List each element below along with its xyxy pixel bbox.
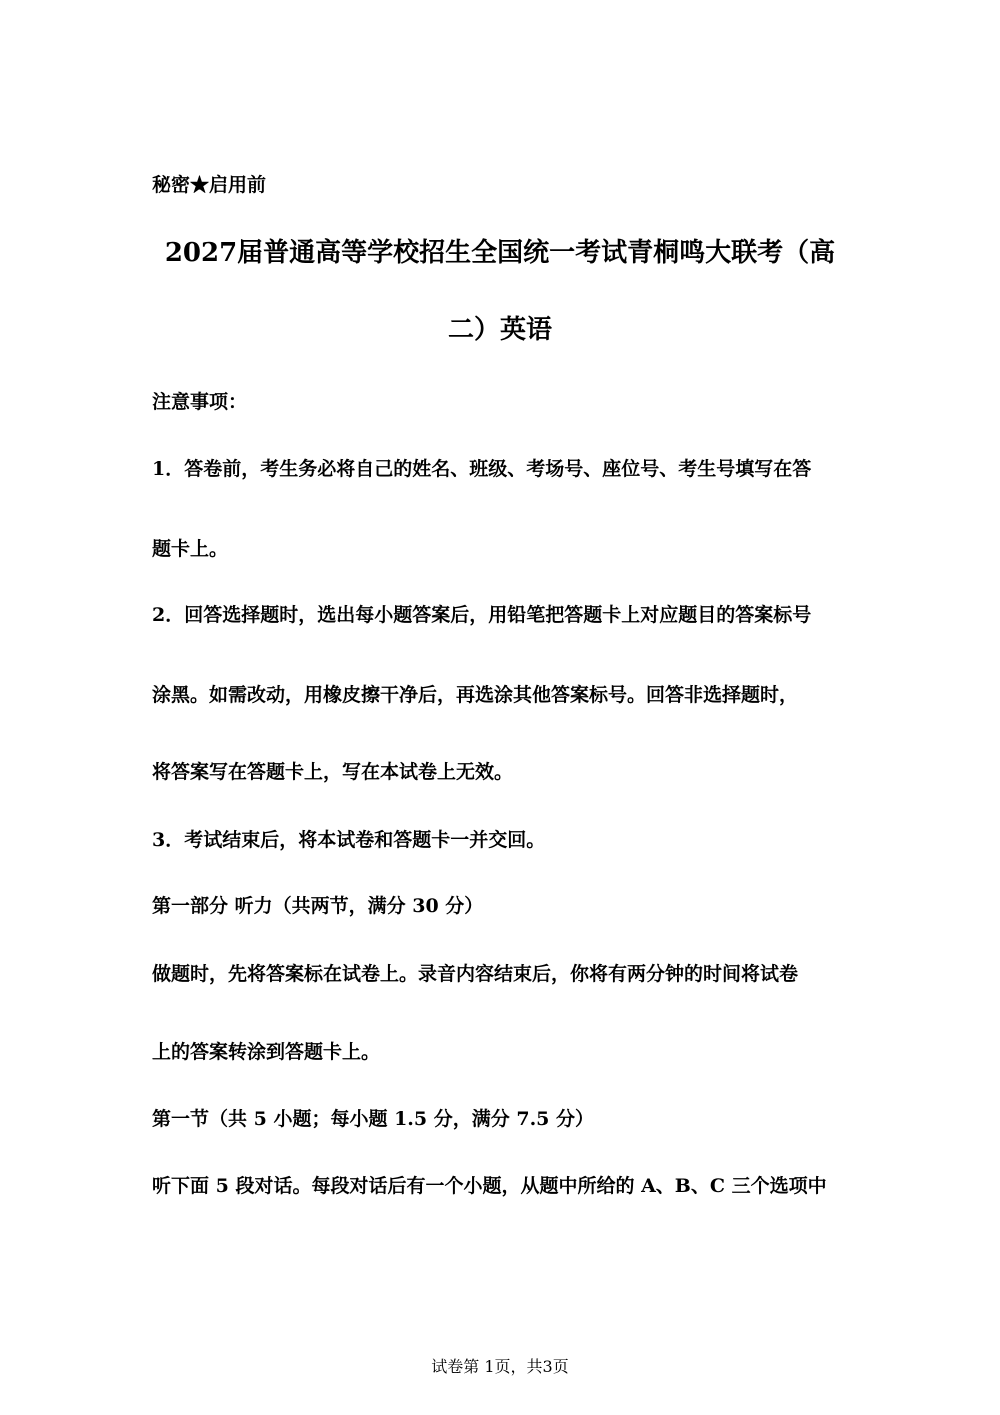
confidential-label: 秘密★启用前 — [152, 174, 267, 196]
section1-heading: 第一节（共 5 小题；每小题 1.5 分，满分 7.5 分） — [152, 1108, 595, 1130]
part1-instruction-line-2: 上的答案转涂到答题卡上。 — [152, 1041, 381, 1063]
page-footer: 试卷第 1页，共3页 — [431, 1357, 569, 1376]
notice-item-2-line-3: 将答案写在答题卡上，写在本试卷上无效。 — [152, 761, 514, 783]
notice-item-2-line-2: 涂黑。如需改动，用橡皮擦干净后，再选涂其他答案标号。回答非选择题时， — [152, 684, 799, 706]
notice-item-1-line-2: 题卡上。 — [152, 538, 229, 560]
part1-heading: 第一部分 听力（共两节，满分 30 分） — [152, 895, 484, 917]
notice-item-2-line-1: 2．回答选择题时，选出每小题答案后，用铅笔把答题卡上对应题目的答案标号 — [152, 604, 812, 626]
exam-title-line2: 二）英语 — [447, 315, 552, 345]
notice-heading: 注意事项： — [152, 391, 248, 413]
notice-item-3: 3．考试结束后，将本试卷和答题卡一并交回。 — [152, 829, 546, 851]
part1-instruction-line-1: 做题时，先将答案标在试卷上。录音内容结束后，你将有两分钟的时间将试卷 — [152, 963, 799, 985]
notice-item-1-line-1: 1．答卷前，考生务必将自己的姓名、班级、考场号、座位号、考生号填写在答 — [152, 458, 812, 480]
exam-title-line1: 2027届普通高等学校招生全国统一考试青桐鸣大联考（高 — [164, 238, 836, 268]
section1-instruction-line-1: 听下面 5 段对话。每段对话后有一个小题，从题中所给的 A、B、C 三个选项中 — [152, 1175, 827, 1197]
